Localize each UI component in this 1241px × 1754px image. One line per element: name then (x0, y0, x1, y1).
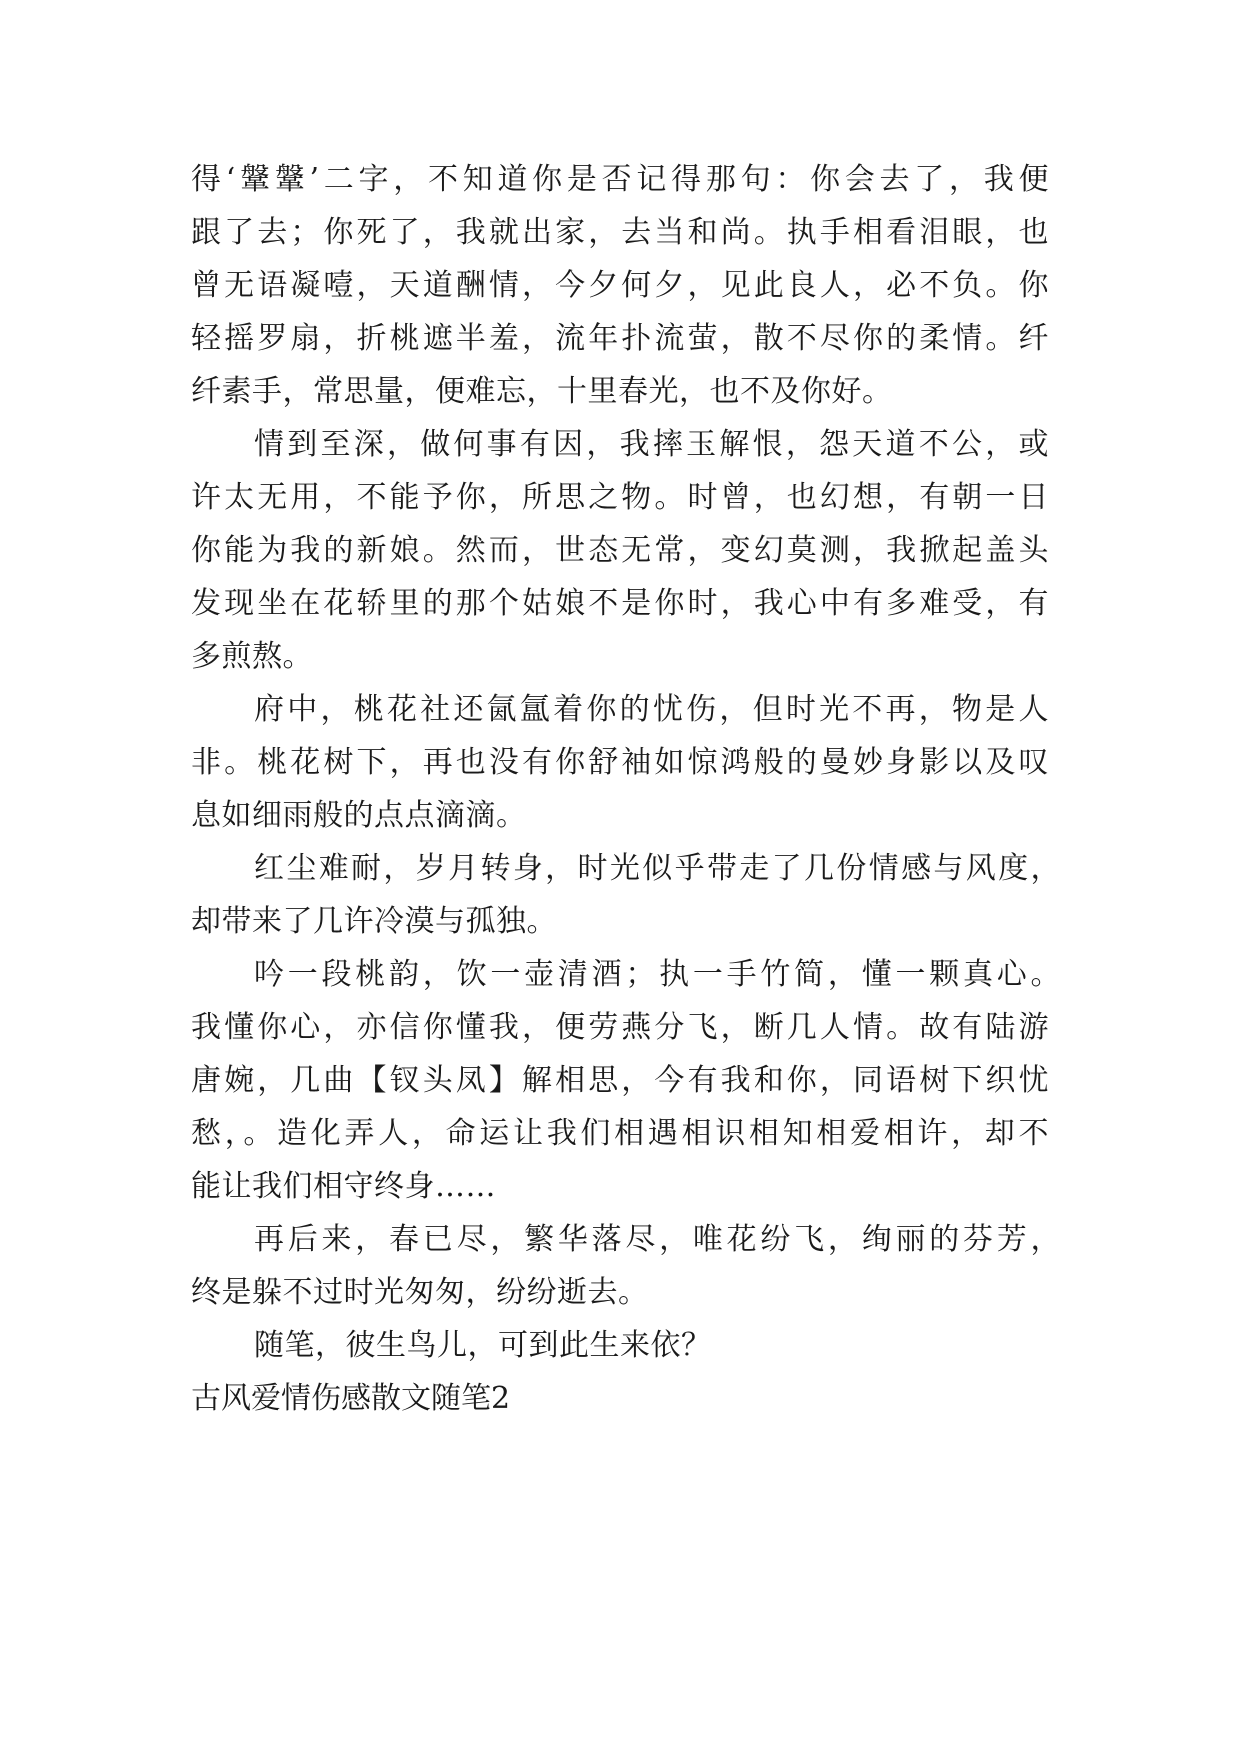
text-line: 跟了去；你死了，我就出家，去当和尚。执手相看泪眼，也 (191, 215, 1049, 250)
text-line: 终是躲不过时光匆匆，纷纷逝去。 (191, 1275, 649, 1310)
text-line: 愁，。造化弄人，命运让我们相遇相识相知相爱相许，却不 (191, 1116, 1049, 1151)
text-line: 许太无用，不能予你，所思之物。时曾，也幻想，有朝一日 (191, 480, 1049, 515)
text-line: 发现坐在花轿里的那个姑娘不是你时，我心中有多难受，有 (191, 586, 1049, 621)
text-line: 你能为我的新娘。然而，世态无常，变幻莫测，我掀起盖头 (191, 533, 1049, 568)
text-line: 唐婉，几曲【钗头凤】解相思，今有我和你，同语树下织忧 (191, 1063, 1049, 1098)
text-line: 纤素手，常思量，便难忘，十里春光，也不及你好。 (191, 374, 893, 409)
text-line: 非。桃花树下，再也没有你舒袖如惊鸿般的曼妙身影以及叹 (191, 745, 1049, 780)
paragraph-first-line: 吟一段桃韵，饮一壶清酒；执一手竹简，懂一颗真心。 (254, 957, 1061, 992)
text-line: 轻摇罗扇，折桃遮半羞，流年扑流萤，散不尽你的柔情。纤 (191, 321, 1049, 356)
text-line: 曾无语凝噎，天道酬情，今夕何夕，见此良人，必不负。你 (191, 268, 1049, 303)
text-line: 我懂你心，亦信你懂我，便劳燕分飞，断几人情。故有陆游 (191, 1010, 1049, 1045)
text-line: 却带来了几许冷漠与孤独。 (191, 904, 557, 939)
text-line: 多煎熬。 (191, 639, 313, 674)
text-line: 息如细雨般的点点滴滴。 (191, 798, 527, 833)
text-line: 得‘鞶鞶’二字，不知道你是否记得那句：你会去了，我便 (191, 162, 1049, 197)
text-line: 能让我们相守终身…… (191, 1169, 496, 1204)
paragraph-first-line: 情到至深，做何事有因，我摔玉解恨，怨天道不公，或 (254, 427, 1049, 462)
section-heading: 古风爱情伤感散文随笔2 (191, 1381, 511, 1416)
paragraph-first-line: 再后来，春已尽，繁华落尽，唯花纷飞，绚丽的芬芳， (254, 1222, 1061, 1257)
paragraph-first-line: 随笔，彼生鸟儿，可到此生来依？ (254, 1328, 712, 1363)
paragraph-first-line: 府中，桃花社还氤氲着你的忧伤，但时光不再，物是人 (254, 692, 1049, 727)
paragraph-first-line: 红尘难耐，岁月转身，时光似乎带走了几份情感与风度， (254, 851, 1061, 886)
